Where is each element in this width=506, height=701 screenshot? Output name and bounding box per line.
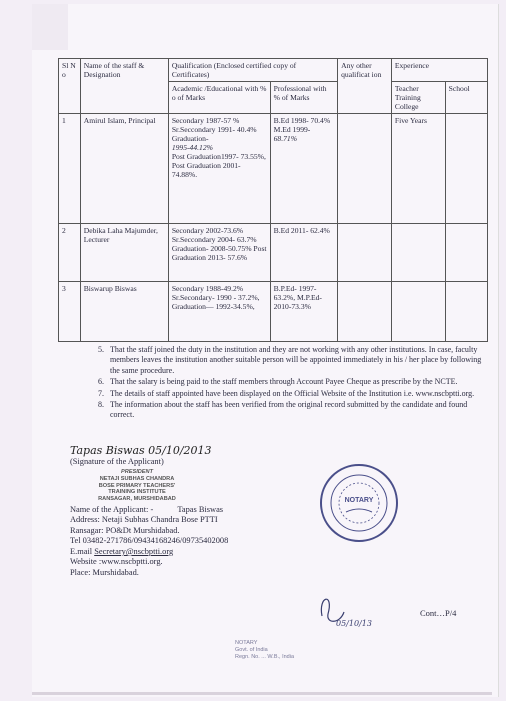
notary-sign-date: 05/10/13: [336, 619, 372, 628]
notary-bottom-stamp: [235, 640, 294, 661]
stamp-line: TRAINING INSTITUTE: [108, 489, 166, 496]
cell-academic: [168, 114, 270, 224]
stamp-line: PRESIDENT: [120, 469, 153, 475]
applicant-signature-block: [70, 446, 330, 578]
name-label: Name of the Applicant: -: [70, 504, 154, 514]
notary-seal: [318, 462, 400, 544]
table-row: [59, 282, 488, 342]
cell-other: [338, 114, 392, 224]
bottom-stamp-line: Regn. No. ... W.B., India: [235, 654, 294, 660]
address-line-2: Ransagar: PO&Dt Murshidabad.: [70, 525, 180, 535]
cell-teacher: [391, 282, 445, 342]
signature-caption: (Signature of the Applicant): [70, 456, 164, 466]
cell-sl: 2: [59, 224, 81, 282]
seal-text: NOTARY: [344, 497, 374, 504]
header-other: Any other qualificat ion: [338, 59, 392, 114]
address-line: Address: Netaji Subhas Chandra Bose PTTI: [70, 515, 218, 525]
email-label: E.mail: [70, 546, 95, 556]
cell-professional: B.P.Ed- 1997-63.2%, M.P.Ed- 2010-73.3%: [270, 282, 337, 342]
academic-line: Post Graduation1997- 73.55%, Post Graduation 2001- 74.88%.: [171, 152, 266, 179]
cell-other: [338, 282, 392, 342]
stamp-line: RANSAGAR, MURSHIDABAD: [98, 496, 176, 503]
email-line: [70, 547, 330, 558]
header-academic: Academic /Educational with % o of Marks: [168, 82, 270, 114]
header-professional: Professional with % of Marks: [270, 82, 337, 114]
header-sl: Sl N o: [59, 59, 81, 114]
professional-line: B.Ed 1998- 70.4%: [273, 116, 331, 125]
cell-professional: [270, 114, 337, 224]
applicant-name-line: [70, 505, 330, 516]
cell-other: [338, 224, 392, 282]
header-name: Name of the staff & Designation: [80, 59, 168, 114]
academic-line: Sr.Seccondary 1991- 40.4% Graduation-: [171, 125, 257, 143]
cell-academic: Secondary 2002-73.6% Sr.Seccondary 2004- 63.7% Graduation- 2008-50.75% Post Graduation 2013- 57.6%: [168, 224, 270, 282]
professional-line: 68.71%: [273, 134, 298, 143]
name-value: Tapas Biswas: [177, 504, 224, 514]
email-link[interactable]: Secretary@nscbptti.org: [94, 546, 174, 556]
note-text: That the salary is being paid to the staff members through Account Payee Cheque as prescribe by the NCTE.: [110, 377, 458, 387]
cell-school: [445, 114, 487, 224]
telephone-line: Tel 03482-271786/09434168246/09735402008: [70, 536, 229, 546]
declaration-notes: [88, 345, 488, 422]
note-item: 7. The details of staff appointed have been displayed on the Official Website of the Institution i.e. www.nscbptti.org.: [106, 389, 488, 399]
cell-name: Biswarup Biswas: [80, 282, 168, 342]
header-school: School: [445, 82, 487, 114]
note-item: 8. The information about the staff has been verified from the original record submitted by the candidate and found correct.: [106, 400, 488, 421]
cell-school: [445, 224, 487, 282]
professional-line: M.Ed 1999-: [273, 125, 311, 134]
handwritten-signature: Tapas Biswas 05/10/2013: [70, 444, 212, 457]
table-header-row: [59, 59, 488, 82]
academic-line: 1995-44.12%: [171, 143, 213, 152]
bottom-stamp-line: Govt. of India: [235, 647, 268, 653]
folded-corner: [32, 4, 68, 50]
place-line: Place: Murshidabad.: [70, 567, 139, 577]
notary-signature: [300, 586, 410, 636]
cell-teacher: Five Years: [391, 114, 445, 224]
cell-teacher: [391, 224, 445, 282]
note-item: [106, 377, 488, 387]
cell-school: [445, 282, 487, 342]
cell-academic: Secondary 1988-49.2% Sr.Secondary- 1990 - 37.2%, Graduation— 1992-34.5%,: [168, 282, 270, 342]
staff-table: [58, 58, 488, 342]
header-teacher: Teacher Training College: [391, 82, 445, 114]
cell-name: Debika Laha Majumder, Lecturer: [80, 224, 168, 282]
bottom-stamp-line: NOTARY: [235, 640, 258, 646]
header-experience: Experience: [391, 59, 487, 82]
cell-sl: 1: [59, 114, 81, 224]
stamp-line: BOSE PRIMARY TEACHERS': [98, 482, 176, 489]
cell-sl: 3: [59, 282, 81, 342]
page-bottom-edge: [32, 692, 492, 695]
table-row: [59, 224, 488, 282]
cell-professional: B.Ed 2011- 62.4%: [270, 224, 337, 282]
table-row: [59, 114, 488, 224]
continued-page-note: Cont…P/4: [420, 608, 457, 618]
stamp-line: NETAJI SUBHAS CHANDRA: [99, 475, 175, 482]
header-qualification: Qualification (Enclosed certified copy of Certificates): [168, 59, 337, 82]
note-item: 5. That the staff joined the duty in the institution and they are not working with any other institutions. In case, faculty members leaves the institution another suitable person will be appointed immediately in his / her place by following the same procedure.: [106, 345, 488, 376]
academic-line: Secondary 1987-57 %: [171, 116, 240, 125]
website-line: Website :www.nscbptti.org.: [70, 557, 163, 567]
cell-name: Amirul Islam, Principal: [80, 114, 168, 224]
president-stamp: [82, 469, 192, 503]
